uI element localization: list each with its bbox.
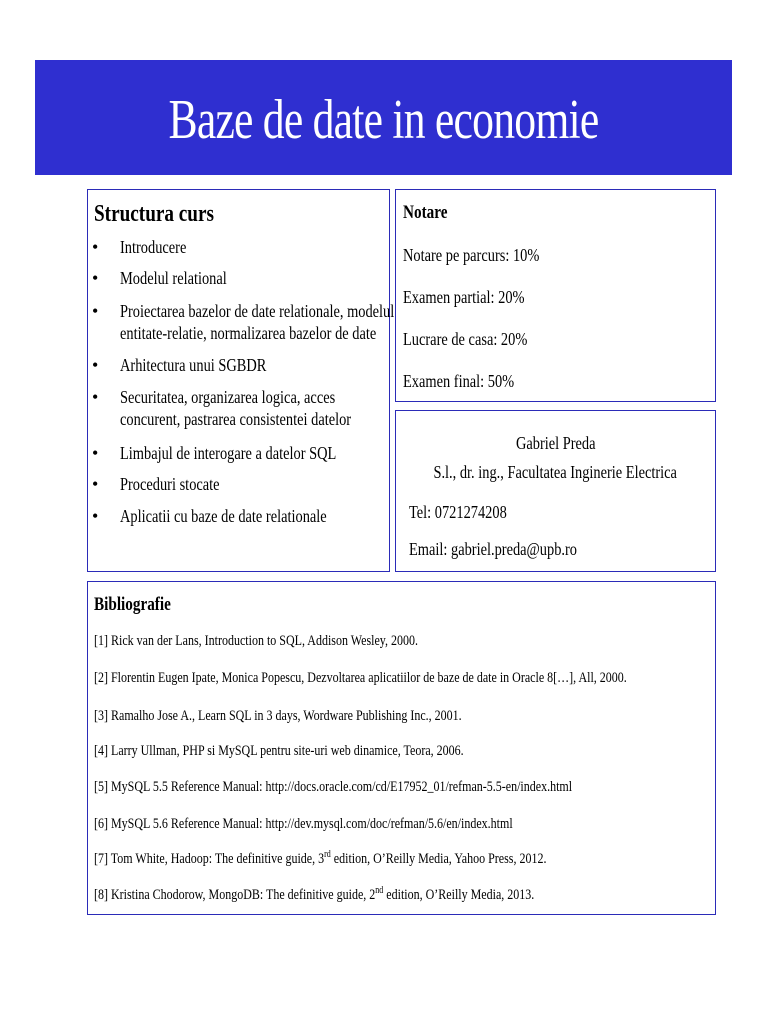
- bibliography-item: [2] Florentin Eugen Ipate, Monica Popescu, Dezvoltarea aplicatiilor de baze de date in Oracle 8[…], All, 2000.: [94, 670, 627, 686]
- contact-phone: Tel: 0721274208: [409, 502, 507, 522]
- bibliography-box: [87, 581, 716, 915]
- grading-item: Examen final: 50%: [403, 371, 515, 391]
- bibliography-item: [4] Larry Ullman, PHP si MySQL pentru site-uri web dinamice, Teora, 2006.: [94, 743, 464, 759]
- contact-email: Email: gabriel.preda@upb.ro: [409, 539, 578, 559]
- course-structure-box: Structura curs • Introducere • Modelul relational • Proiectarea bazelor de date relationale, modelul entitate-relatie, normalizarea bazelor de date • Arhitectura unui SGBDR • Securitatea, organizarea logica, acces concurent, pastrarea consistentei datelor • Limbajul de interogare a datelor SQL • Proceduri stocate • Aplicatii cu baze de date relationale: [87, 189, 390, 572]
- bibliography-item: [6] MySQL 5.6 Reference Manual: http://dev.mysql.com/doc/refman/5.6/en/index.html: [94, 816, 513, 832]
- bibliography-item: [8] Kristina Chodorow, MongoDB: The definitive guide, 2nd edition, O’Reilly Media, 2013.: [94, 885, 535, 903]
- bibliography-item: [5] MySQL 5.5 Reference Manual: http://docs.oracle.com/cd/E17952_01/refman-5.5-en/index.html: [94, 779, 573, 795]
- bibliography-item: [1] Rick van der Lans, Introduction to SQL, Addison Wesley, 2000.: [94, 633, 418, 649]
- contact-name: Gabriel Preda: [515, 433, 596, 453]
- course-structure-heading: Structura curs: [94, 201, 214, 227]
- grading-item: Examen partial: 20%: [403, 287, 525, 307]
- grading-item: Notare pe parcurs: 10%: [403, 245, 540, 265]
- contact-position: S.l., dr. ing., Facultatea Inginerie Electrica: [433, 462, 678, 482]
- page-title: Baze de date in economie: [168, 89, 599, 151]
- bibliography-item: [3] Ramalho Jose A., Learn SQL in 3 days, Wordware Publishing Inc., 2001.: [94, 708, 462, 724]
- grading-box: [395, 189, 716, 402]
- title-banner: [35, 60, 732, 175]
- grading-item: Lucrare de casa: 20%: [403, 329, 528, 349]
- grading-heading: Notare: [403, 202, 448, 223]
- contact-box: [395, 410, 716, 572]
- bibliography-heading: Bibliografie: [94, 594, 171, 615]
- bibliography-item: [7] Tom White, Hadoop: The definitive guide, 3rd edition, O’Reilly Media, Yahoo Press, 2012.: [94, 849, 547, 867]
